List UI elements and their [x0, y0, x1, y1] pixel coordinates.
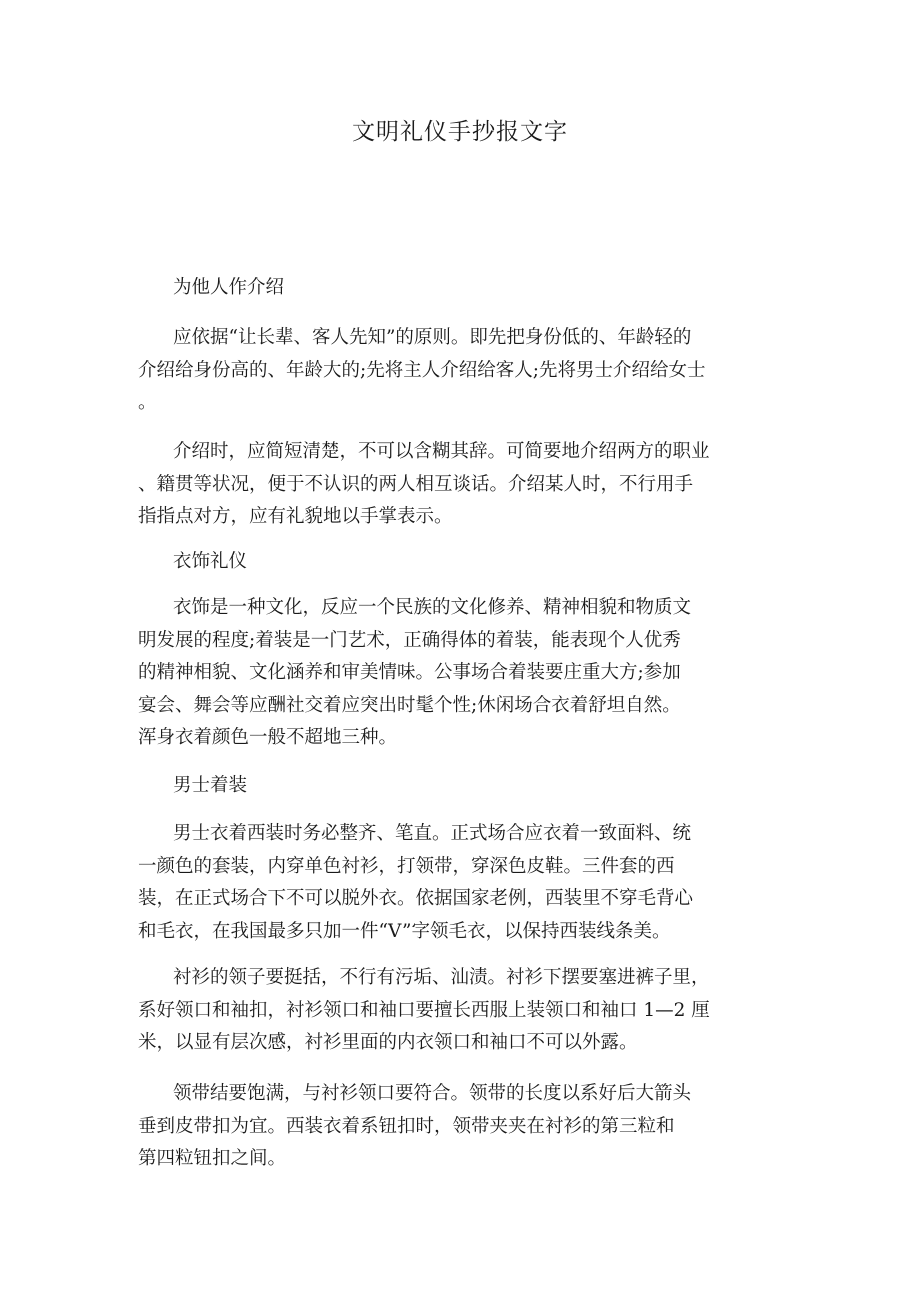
paragraph [138, 592, 778, 755]
text-line: 。 [138, 392, 157, 413]
text-line: 一颜色的套装，内穿单色衬衫，打领带，穿深色皮鞋。三件套的西 [138, 855, 675, 877]
text-line: 第四粒钮扣之间。 [138, 1148, 287, 1169]
text-line: 和毛衣，在我国最多只加一件“V”字领毛衣，以保持西装线条美。 [138, 920, 671, 942]
text-line: 宴会、舞会等应酬社交着应突出时髦个性;休闲场合衣着舒坦自然。 [138, 694, 681, 716]
text-line: 浑身衣着颜色一般不超地三种。 [138, 727, 398, 748]
text-line: 明发展的程度;着装是一门艺术，正确得体的着装，能表现个人优秀 [138, 629, 681, 651]
text-line: 指指点对方，应有礼貌地以手掌表示。 [138, 506, 453, 527]
text-line: 领带结要饱满，与衬衫领口要符合。领带的长度以系好后大箭头 [173, 1083, 692, 1104]
text-line: 应依据“让长辈、客人先知”的原则。即先把身份低的、年龄轻的 [173, 327, 692, 348]
section-heading-mens-attire: 男士着装 [173, 775, 248, 796]
paragraph [138, 436, 778, 534]
paragraph [138, 1078, 778, 1176]
text-line: 系好领口和袖扣，衬衫领口和袖口要擅长西服上装领口和袖口 1—2 厘 [138, 999, 710, 1021]
text-line: 介绍时，应简短清楚，不可以含糊其辞。可简要地介绍两方的职业 [173, 441, 710, 462]
text-line: 、籍贯等状况，便于不认识的两人相互谈话。介绍某人时，不行用手 [138, 473, 694, 495]
paragraph [138, 962, 778, 1060]
text-line: 装，在正式场合下不可以脱外衣。依据国家老例，西装里不穿毛背心 [138, 888, 694, 909]
section-heading-attire-etiquette: 衣饰礼仪 [173, 551, 248, 572]
page-title: 文明礼仪手抄报文字 [352, 119, 568, 145]
text-line: 男士衣着西装时务必整齐、笔直。正式场合应衣着一致面料、统 [173, 823, 692, 844]
paragraph [138, 322, 778, 420]
text-line: 衣饰是一种文化，反应一个民族的文化修养、精神相貌和物质文 [173, 597, 692, 618]
text-line: 衬衫的领子要挺括，不行有污垢、汕渍。衬衫下摆要塞进裤子里， [173, 967, 710, 988]
paragraph [138, 818, 778, 948]
text-line: 米，以显有层次感，衬衫里面的内衣领口和袖口不可以外露。 [138, 1032, 638, 1053]
section-heading-introduction: 为他人作介绍 [173, 277, 285, 298]
text-line: 垂到皮带扣为宜。西装衣着系钮扣时，领带夹夹在衬衫的第三粒和 [138, 1115, 675, 1137]
text-line: 的精神相貌、文化涵养和审美情味。公事场合着装要庄重大方;参加 [138, 662, 681, 683]
text-line: 介绍给身份高的、年龄大的;先将主人介绍给客人;先将男士介绍给女士 [138, 359, 706, 381]
